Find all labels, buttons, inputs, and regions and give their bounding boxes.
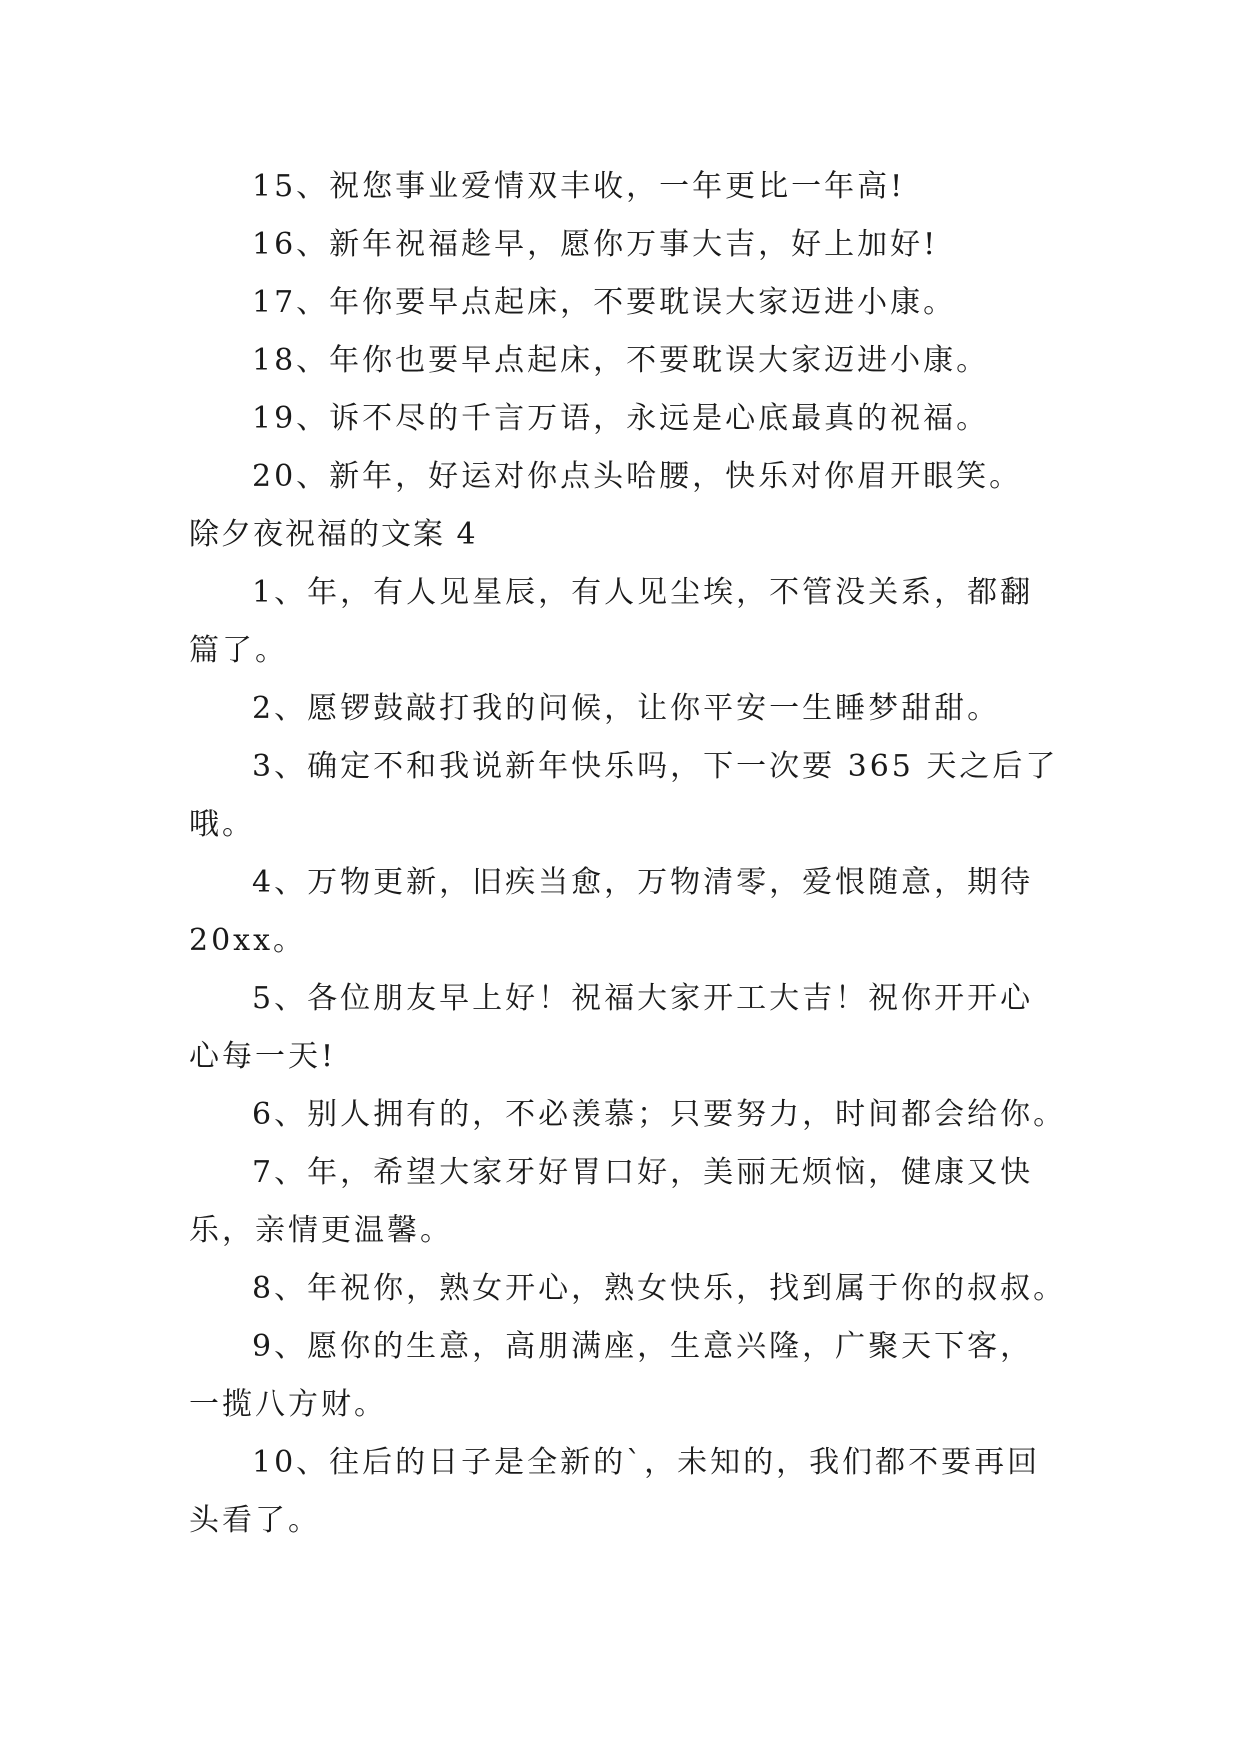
text-line: 6、别人拥有的，不必羡慕；只要努力，时间都会给你。 xyxy=(252,1097,1067,1132)
text-line: 10、往后的日子是全新的`，未知的，我们都不要再回 xyxy=(252,1445,1041,1480)
text-line: 哦。 xyxy=(189,807,255,842)
text-line: 1、年，有人见星辰，有人见尘埃，不管没关系，都翻 xyxy=(252,575,1034,610)
text-line: 20xx。 xyxy=(189,923,307,958)
section-heading: 除夕夜祝福的文案 4 xyxy=(189,517,478,552)
text-line: 18、年你也要早点起床，不要耽误大家迈进小康。 xyxy=(252,343,990,378)
text-line: 一揽八方财。 xyxy=(189,1387,387,1422)
text-line: 9、愿你的生意，高朋满座，生意兴隆，广聚天下客， xyxy=(252,1329,1034,1364)
text-line: 7、年，希望大家牙好胃口好，美丽无烦恼，健康又快 xyxy=(252,1155,1034,1190)
text-line: 8、年祝你，熟女开心，熟女快乐，找到属于你的叔叔。 xyxy=(252,1271,1067,1306)
text-line: 篇了。 xyxy=(189,633,288,668)
text-line: 20、新年，好运对你点头哈腰，快乐对你眉开眼笑。 xyxy=(252,459,1023,494)
text-line: 19、诉不尽的千言万语，永远是心底最真的祝福。 xyxy=(252,401,990,436)
text-line: 16、新年祝福趁早，愿你万事大吉，好上加好! xyxy=(252,227,939,262)
document-body xyxy=(189,158,1069,1550)
text-line: 15、祝您事业爱情双丰收，一年更比一年高! xyxy=(252,169,906,204)
text-line: 2、愿锣鼓敲打我的问候，让你平安一生睡梦甜甜。 xyxy=(252,691,1001,726)
text-line: 5、各位朋友早上好！祝福大家开工大吉！祝你开开心 xyxy=(252,981,1034,1016)
text-line: 3、确定不和我说新年快乐吗，下一次要 365 天之后了 xyxy=(252,749,1059,784)
text-line: 头看了。 xyxy=(189,1503,321,1538)
text-line: 4、万物更新，旧疾当愈，万物清零，爱恨随意，期待 xyxy=(252,865,1034,900)
text-line: 17、年你要早点起床，不要耽误大家迈进小康。 xyxy=(252,285,957,320)
text-line: 心每一天! xyxy=(189,1039,337,1074)
text-line: 乐，亲情更温馨。 xyxy=(189,1213,453,1248)
